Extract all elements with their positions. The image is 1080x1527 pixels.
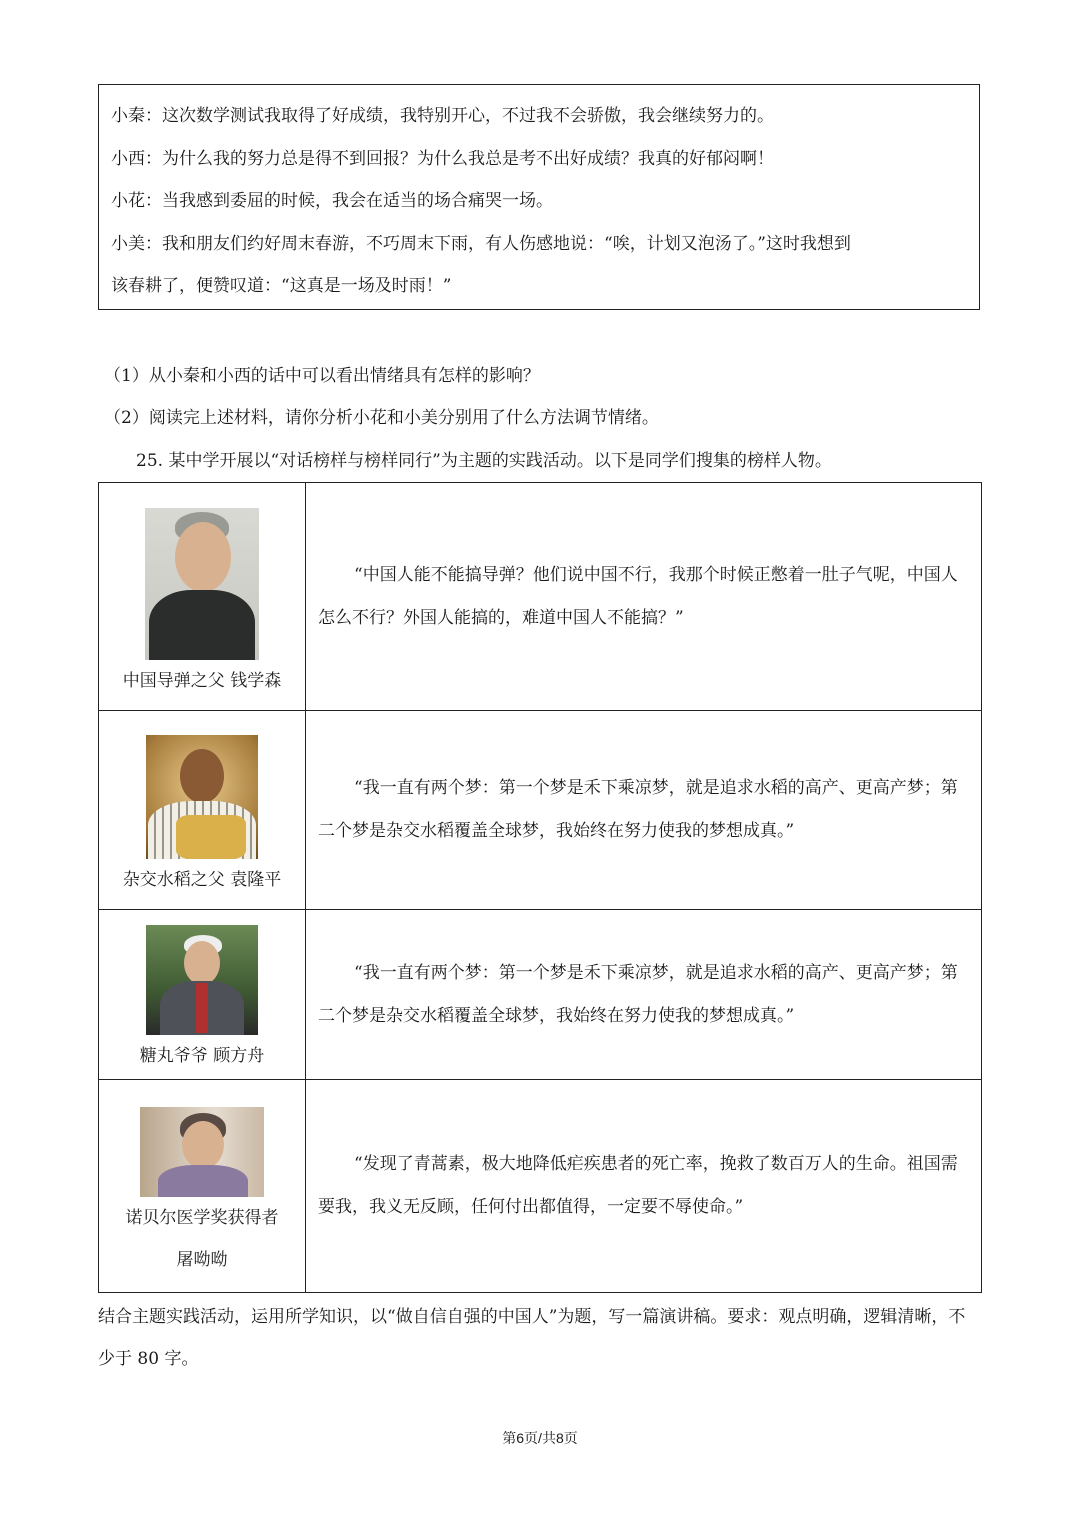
question-2: （2）阅读完上述材料，请你分析小花和小美分别用了什么方法调节情绪。 bbox=[104, 408, 659, 428]
writing-task: 结合主题实践活动，运用所学知识，以“做自信自强的中国人”为题，写一篇演讲稿。要求：观点明确，逻辑清晰，不少于 80 字。 bbox=[98, 1307, 966, 1369]
table-row bbox=[99, 711, 982, 910]
dialogue-line-xiaomei-cont: 该春耕了，便赞叹道：“这真是一场及时雨！” bbox=[111, 276, 452, 296]
dialogue-line-xiaomei: 小美：我和朋友们约好周末春游，不巧周末下雨，有人伤感地说：“唉，计划又泡汤了。”这时我想到 bbox=[111, 233, 851, 254]
model-quote: “我一直有两个梦：第一个梦是禾下乘凉梦，就是追求水稻的高产、更高产梦；第二个梦是杂交水稻覆盖全球梦，我始终在努力使我的梦想成真。” bbox=[318, 962, 958, 1026]
question-1: （1）从小秦和小西的话中可以看出情绪具有怎样的影响？ bbox=[104, 366, 540, 386]
model-photo-cell bbox=[99, 1080, 306, 1293]
dialogue-line-xiaoxi: 小西：为什么我的努力总是得不到回报？为什么我总是考不出好成绩？我真的好郁闷啊！ bbox=[111, 148, 774, 169]
model-photo-cell bbox=[99, 711, 306, 910]
model-quote-cell bbox=[306, 910, 982, 1080]
model-quote-cell bbox=[306, 711, 982, 910]
model-caption: 诺贝尔医学奖获得者 屠呦呦 bbox=[125, 1208, 279, 1270]
table-row bbox=[99, 1080, 982, 1293]
model-caption: 杂交水稻之父 袁隆平 bbox=[122, 870, 282, 890]
table-row bbox=[99, 483, 982, 711]
qian-xuesen-photo bbox=[145, 508, 259, 660]
page-number: 第6页/共8页 bbox=[502, 1430, 578, 1446]
role-models-table bbox=[98, 482, 982, 1293]
question-25: 25. 某中学开展以“对话榜样与榜样同行”为主题的实践活动。以下是同学们搜集的榜样人物。 bbox=[136, 451, 832, 471]
model-quote-cell bbox=[306, 483, 982, 711]
tu-youyou-photo bbox=[140, 1107, 264, 1197]
model-photo-cell bbox=[99, 483, 306, 711]
model-quote: “我一直有两个梦：第一个梦是禾下乘凉梦，就是追求水稻的高产、更高产梦；第二个梦是杂交水稻覆盖全球梦，我始终在努力使我的梦想成真。” bbox=[318, 778, 958, 841]
gu-fangzhou-photo bbox=[146, 925, 258, 1035]
model-quote: “发现了青蒿素，极大地降低疟疾患者的死亡率，挽救了数百万人的生命。祖国需要我，我义无反顾，任何付出都值得，一定要不辱使命。” bbox=[318, 1154, 958, 1217]
model-photo-cell bbox=[99, 910, 306, 1080]
dialogue-line-xiaohua: 小花：当我感到委屈的时候，我会在适当的场合痛哭一场。 bbox=[111, 191, 553, 211]
yuan-longping-photo bbox=[146, 735, 258, 859]
dialogue-line-xiaoqin: 小秦：这次数学测试我取得了好成绩，我特别开心，不过我不会骄傲，我会继续努力的。 bbox=[111, 106, 774, 126]
model-quote: “中国人能不能搞导弹？他们说中国不行，我那个时候正憋着一肚子气呢，中国人怎么不行？外国人能搞的，难道中国人不能搞？” bbox=[318, 564, 958, 628]
dialogue-box bbox=[98, 84, 980, 310]
model-quote-cell bbox=[306, 1080, 982, 1293]
model-caption: 糖丸爷爷 顾方舟 bbox=[139, 1045, 265, 1066]
model-caption: 中国导弹之父 钱学森 bbox=[122, 670, 282, 691]
table-row bbox=[99, 910, 982, 1080]
